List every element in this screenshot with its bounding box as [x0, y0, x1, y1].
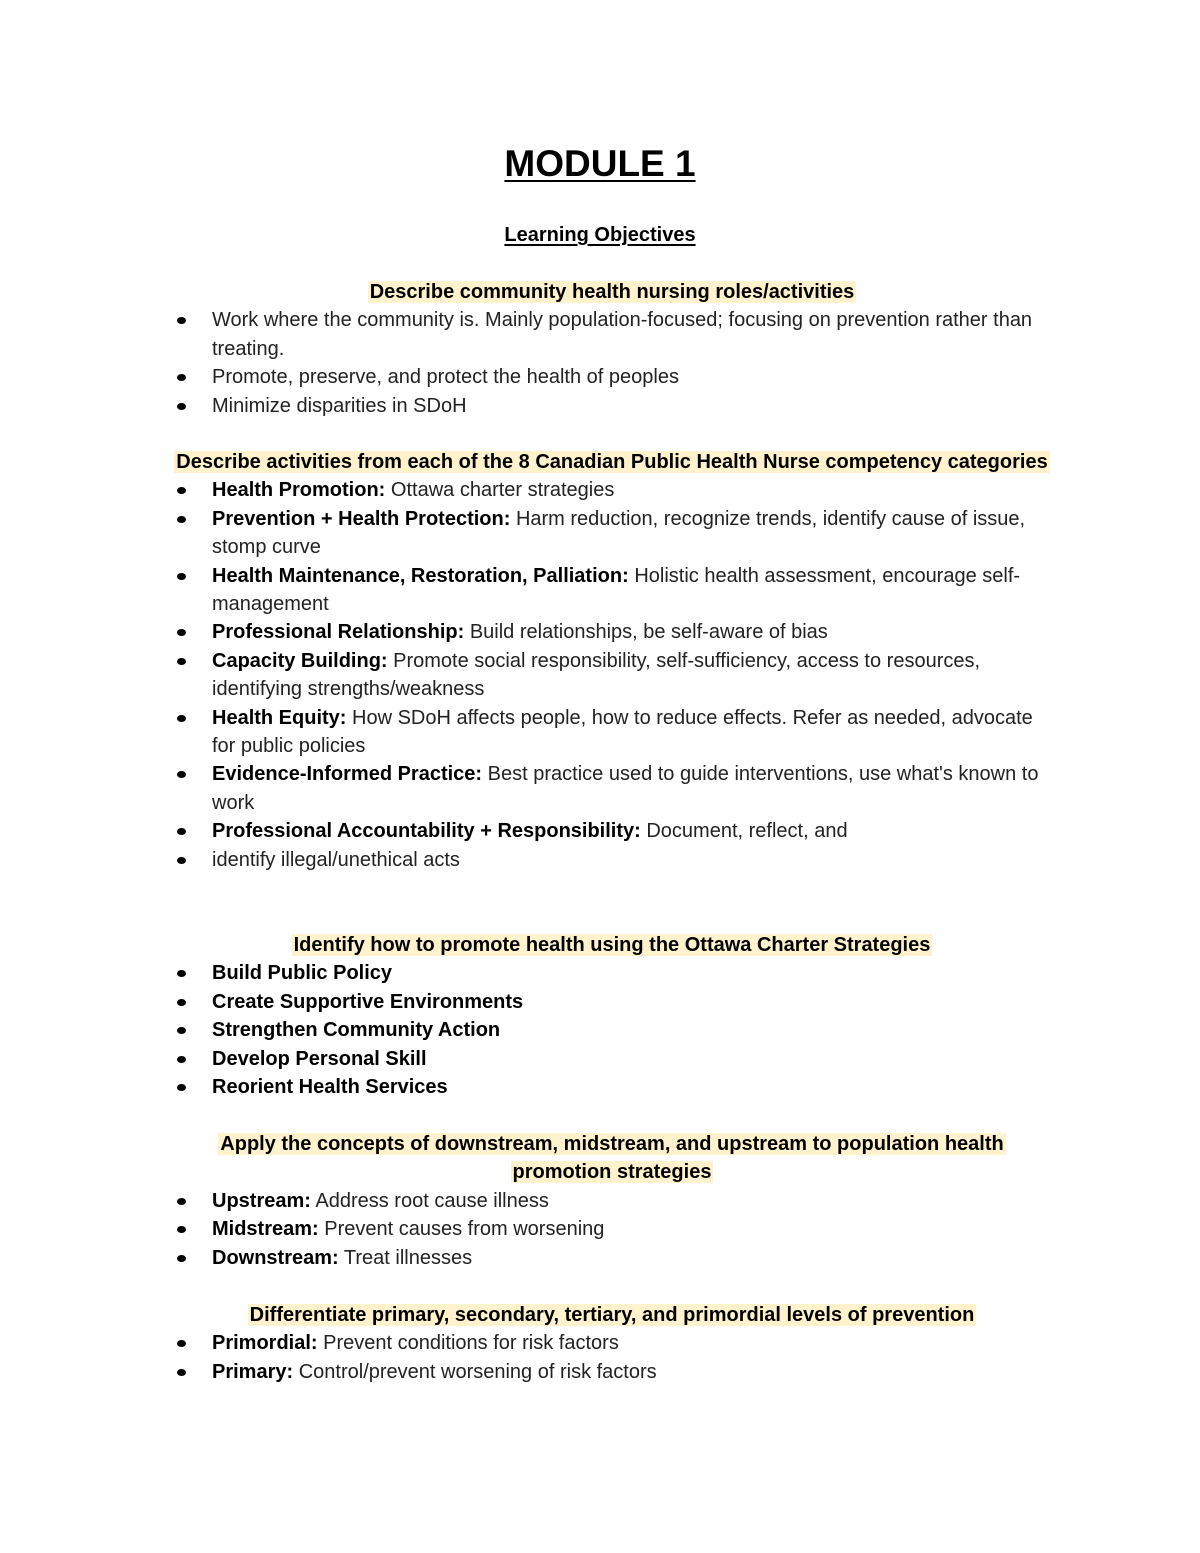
- bullet-icon: [177, 658, 186, 665]
- list-item: Upstream: Address root cause illness: [172, 1187, 1052, 1215]
- bullet-icon: [177, 771, 186, 778]
- bullet-icon: [177, 1084, 186, 1091]
- list-item: Midstream: Prevent causes from worsening: [172, 1215, 1052, 1243]
- list-item: Work where the community is. Mainly population-focused; focusing on prevention rather than treating.: [172, 306, 1052, 363]
- page-subtitle: Learning Objectives: [504, 224, 696, 246]
- list-item: Build Public Policy: [172, 959, 1052, 987]
- bullet-icon: [177, 403, 186, 410]
- bullet-list: [172, 306, 1052, 420]
- bullet-icon: [177, 1226, 186, 1233]
- bullet-icon: [177, 629, 186, 636]
- list-item: Evidence-Informed Practice: Best practice used to guide interventions, use what's known to work: [172, 760, 1052, 817]
- section-heading: Describe activities from each of the 8 Canadian Public Health Nurse competency categories: [176, 451, 1048, 473]
- page-title: MODULE 1: [504, 143, 696, 184]
- bullet-list: [172, 1187, 1052, 1272]
- bullet-icon: [177, 999, 186, 1006]
- bullet-list: [172, 959, 1052, 1101]
- section-ottawa-charter: [172, 931, 1052, 1101]
- list-item: Reorient Health Services: [172, 1073, 1052, 1101]
- list-item: Strengthen Community Action: [172, 1016, 1052, 1044]
- section-heading: Identify how to promote health using the Ottawa Charter Strategies: [293, 934, 931, 956]
- bullet-icon: [177, 1198, 186, 1205]
- bullet-list: [172, 476, 1052, 874]
- list-item: Downstream: Treat illnesses: [172, 1244, 1052, 1272]
- list-item: identify illegal/unethical acts: [172, 846, 1052, 874]
- bullet-icon: [177, 715, 186, 722]
- bullet-icon: [177, 573, 186, 580]
- list-item: Develop Personal Skill: [172, 1045, 1052, 1073]
- bullet-list: [172, 1329, 1052, 1386]
- bullet-icon: [177, 828, 186, 835]
- bullet-icon: [177, 374, 186, 381]
- section-heading: Apply the concepts of downstream, midstream, and upstream to population health promotion strategies: [220, 1133, 1004, 1184]
- bullet-icon: [177, 1027, 186, 1034]
- bullet-icon: [177, 317, 186, 324]
- list-item: Health Equity: How SDoH affects people, how to reduce effects. Refer as needed, advocate for public policies: [172, 704, 1052, 761]
- list-item: Primordial: Prevent conditions for risk factors: [172, 1329, 1052, 1357]
- section-roles: [172, 278, 1052, 420]
- bullet-icon: [177, 970, 186, 977]
- bullet-icon: [177, 516, 186, 523]
- list-item: Capacity Building: Promote social responsibility, self-sufficiency, access to resources, identifying strengths/weakness: [172, 647, 1052, 704]
- bullet-icon: [177, 1056, 186, 1063]
- section-prevention-levels: [172, 1301, 1052, 1386]
- list-item: Professional Accountability + Responsibility: Document, reflect, and: [172, 817, 1052, 845]
- bullet-icon: [177, 1369, 186, 1376]
- list-item: Primary: Control/prevent worsening of risk factors: [172, 1358, 1052, 1386]
- bullet-icon: [177, 1340, 186, 1347]
- section-streams: [172, 1130, 1052, 1272]
- list-item: Professional Relationship: Build relationships, be self-aware of bias: [172, 618, 1052, 646]
- list-item: Health Promotion: Ottawa charter strategies: [172, 476, 1052, 504]
- section-heading: Describe community health nursing roles/activities: [369, 281, 855, 303]
- list-item: Minimize disparities in SDoH: [172, 392, 1052, 420]
- list-item: Create Supportive Environments: [172, 988, 1052, 1016]
- bullet-icon: [177, 487, 186, 494]
- section-competency-categories: [172, 448, 1052, 874]
- bullet-icon: [177, 857, 186, 864]
- list-item: Health Maintenance, Restoration, Palliation: Holistic health assessment, encourage self-management: [172, 562, 1052, 619]
- bullet-icon: [177, 1255, 186, 1262]
- list-item: Prevention + Health Protection: Harm reduction, recognize trends, identify cause of issue, stomp curve: [172, 505, 1052, 562]
- section-heading: Differentiate primary, secondary, tertiary, and primordial levels of prevention: [249, 1304, 975, 1326]
- list-item: Promote, preserve, and protect the health of peoples: [172, 363, 1052, 391]
